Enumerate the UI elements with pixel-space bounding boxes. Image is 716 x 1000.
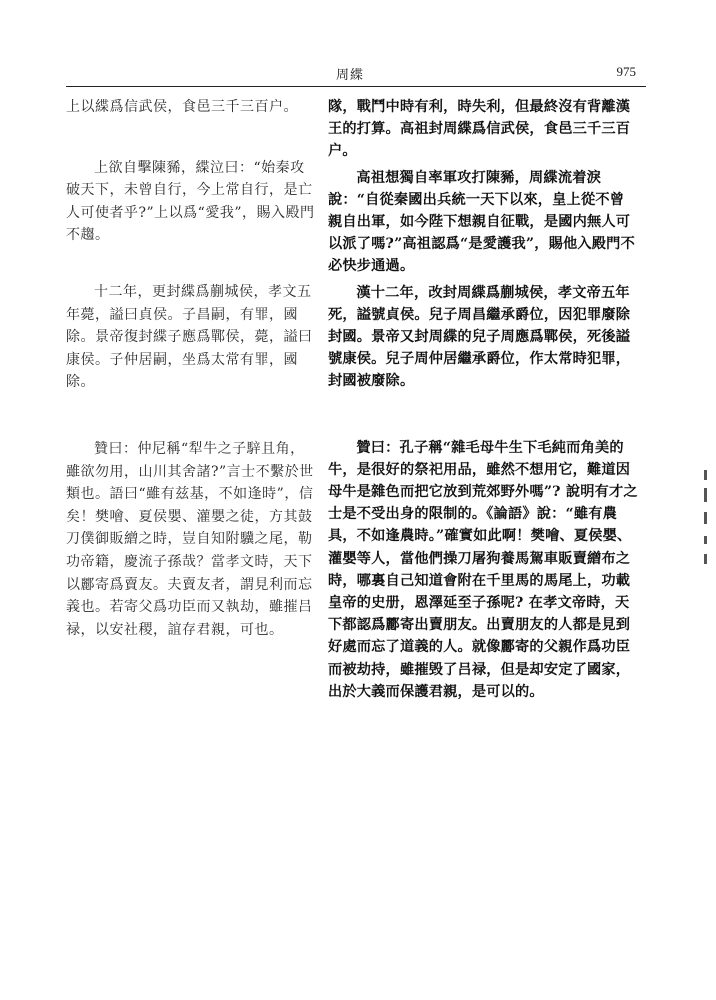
left-paragraph-3: 十二年，更封緤爲蒯城侯，孝文五年薨，謚曰貞侯。子昌嗣，有罪，國除。景帝復封緤子應爲鄲侯，薨，謚曰康侯。子仲居嗣，坐爲太常有罪，國除。	[66, 283, 313, 391]
right-paragraph-4: 贊曰：孔子稱“雜毛母牛生下毛純而角美的牛，是很好的祭祀用品，雖然不想用它，難道因母牛是雜色而把它放到荒郊野外嗎”? 說明有才之士是不受出身的限制的。《論語》說：“雖有農具，不如逢農時。”確實如此啊！樊噲、夏侯嬰、灌嬰等人，當他們操刀屠狗養馬駕車販賣繒布之時，哪裏自己知道會附在千里馬的馬尾上，功載皇帝的史册，恩澤延至子孫呢? 在孝文帝時，天下都認爲酈寄出賣朋友。出賣朋友的人都是見到好處而忘了道義的人。就像酈寄的父親作爲功臣而被劫持，雖摧毁了吕禄，但是却安定了國家，出於大義而保護君親，是可以的。	[328, 439, 638, 700]
running-title: 周緤	[336, 68, 365, 83]
scan-edge-marks	[700, 470, 716, 570]
left-paragraph-4: 贊曰：仲尼稱“犁牛之子騂且角，雖欲勿用，山川其舍諸?”言士不繫於世類也。語曰“雖有兹基，不如逢時”，信矣！樊噲、夏侯嬰、灌嬰之徒，方其鼓刀僕御販繒之時，豈自知附驥之尾，勒功帝籍，慶流子孫哉？當孝文時，天下以酈寄爲賣友。夫賣友者，謂見利而忘義也。若寄父爲功臣而又執劫，雖摧吕禄，以安社稷，誼存君親，可也。	[66, 440, 314, 638]
right-paragraph-3: 漢十二年，改封周緤爲蒯城侯，孝文帝五年死，謚號貞侯。兒子周昌繼承爵位，因犯罪廢除封國。景帝又封周緤的兒子周應爲鄲侯，死後謚號康侯。兒子周仲居繼承爵位，作太常時犯罪，封國被廢除。	[328, 284, 631, 390]
left-paragraph-1: 上以緤爲信武侯，食邑三千三百户。	[66, 99, 298, 115]
right-paragraph-2: 高祖想獨自率軍攻打陳豨，周緤流着淚說：“自從秦國出兵統一天下以來，皇上從不曾親自出軍，如今陛下想親自征戰，是國内無人可以派了嗎?”高祖認爲“是愛護我”，賜他入殿門不必快步通過。	[328, 169, 635, 275]
page-number: 975	[616, 64, 636, 79]
right-paragraph-1: 隊，戰鬥中時有利，時失利，但最終沒有背離漢王的打算。高祖封周緤爲信武侯，食邑三千三百户。	[328, 99, 631, 160]
right-column-translation	[328, 96, 638, 703]
left-column-original-text	[66, 96, 318, 641]
page-header	[66, 64, 646, 88]
header-rule	[66, 86, 646, 87]
left-paragraph-2: 上欲自擊陳豨，緤泣曰：“始秦攻破天下，未曾自行，今上常自行，是亡人可使者乎?”上以爲“愛我”，賜入殿門不趨。	[66, 159, 315, 244]
